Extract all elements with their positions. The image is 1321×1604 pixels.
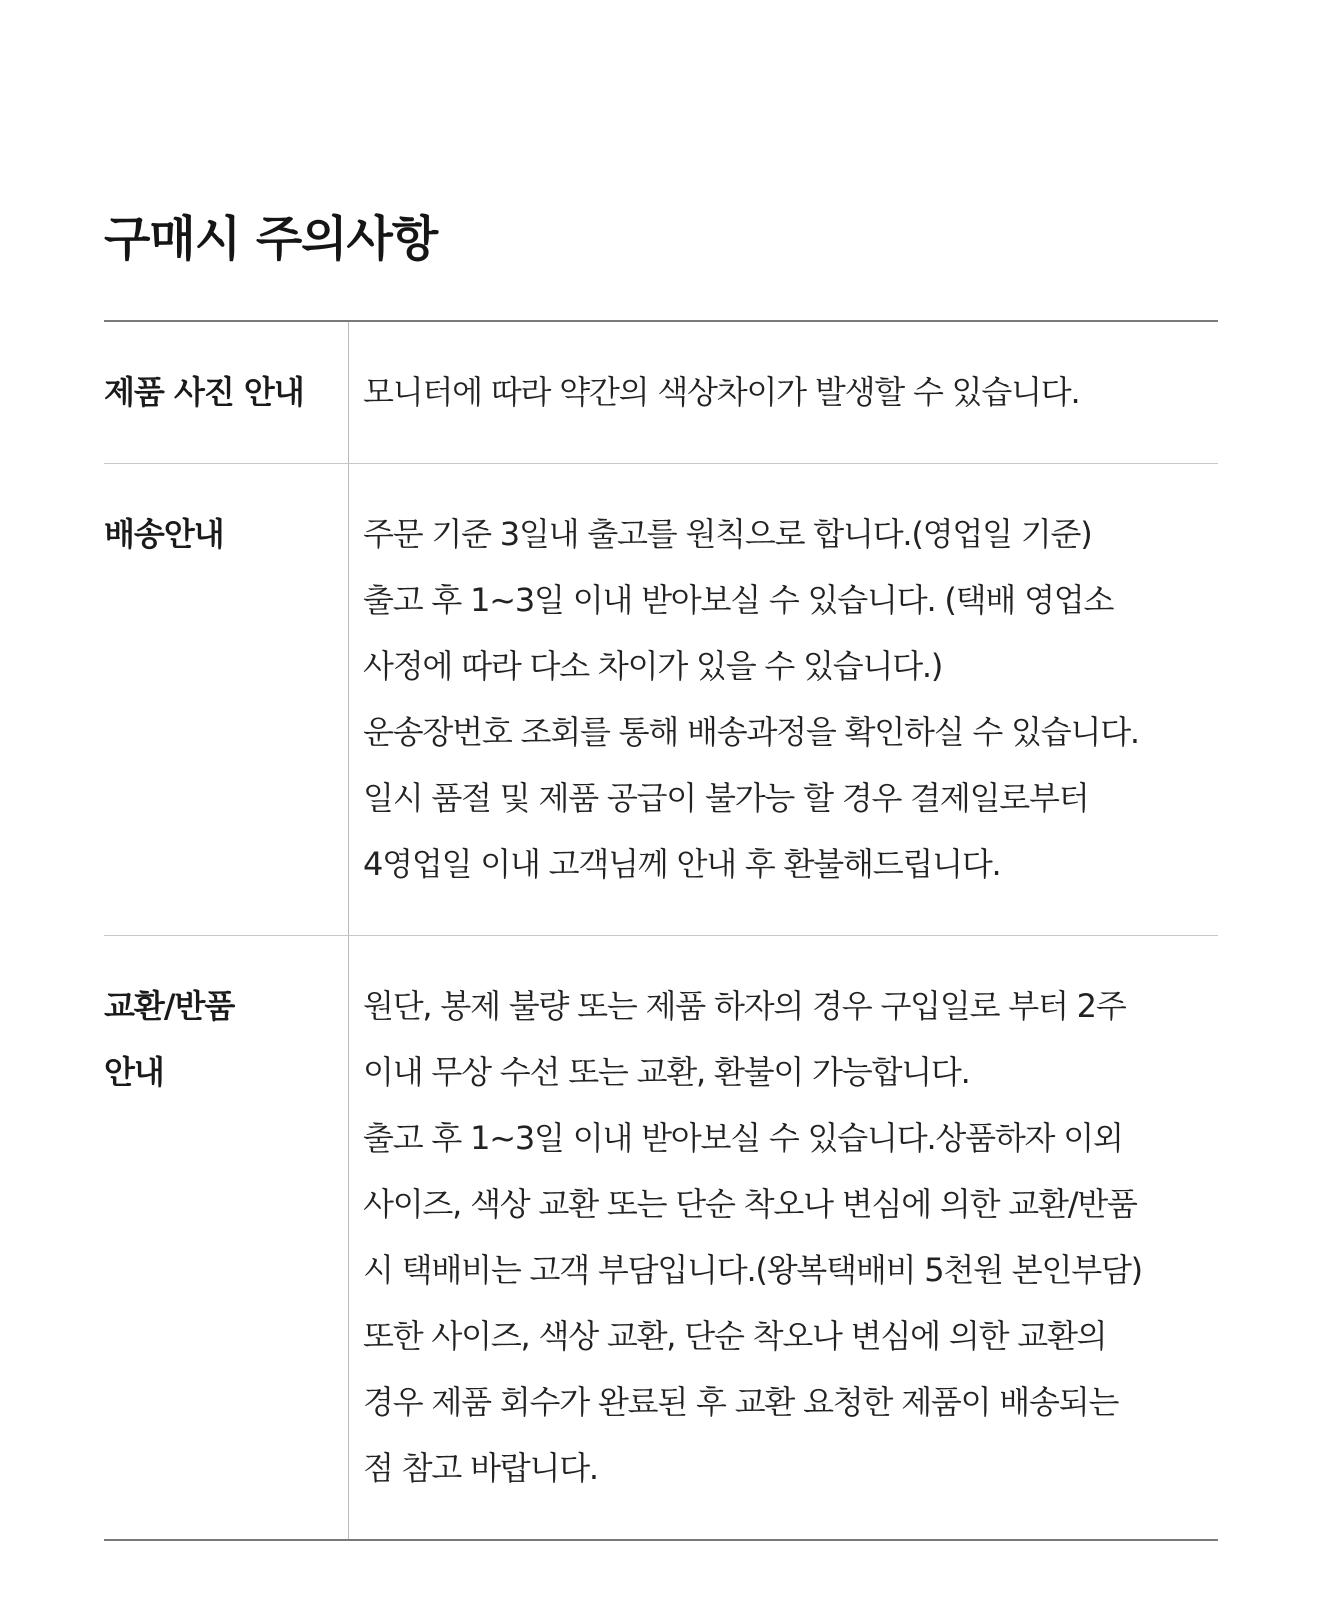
page-title: 구매시 주의사항 — [104, 211, 438, 267]
content-line: 점 참고 바랍니다. — [363, 1449, 598, 1487]
content-line: 운송장번호 조회를 통해 배송과정을 확인하실 수 있습니다. — [363, 713, 1139, 751]
content-line: 또한 사이즈, 색상 교환, 단순 착오나 변심에 의한 교환의 — [363, 1317, 1107, 1355]
content-line: 원단, 봉제 불량 또는 제품 하자의 경우 구입일로 부터 2주 — [363, 987, 1126, 1025]
notice-row-exchange-return — [104, 936, 1218, 1539]
content-line: 사이즈, 색상 교환 또는 단순 착오나 변심에 의한 교환/반품 — [363, 1185, 1137, 1223]
row-content — [349, 464, 1218, 935]
notice-row-shipping — [104, 464, 1218, 936]
content-line: 이내 무상 수선 또는 교환, 환불이 가능합니다. — [363, 1053, 970, 1091]
notice-row-product-photo — [104, 322, 1218, 464]
content-line: 4영업일 이내 고객님께 안내 후 환불해드립니다. — [363, 845, 1001, 883]
notice-table — [104, 320, 1218, 1541]
content-line: 출고 후 1~3일 이내 받아보실 수 있습니다.상품하자 이외 — [363, 1119, 1123, 1157]
row-content — [349, 322, 1218, 463]
row-label: 교환/반품 안내 — [104, 936, 349, 1539]
content-line: 시 택배비는 고객 부담입니다.(왕복택배비 5천원 본인부담) — [363, 1251, 1142, 1289]
content-line: 사정에 따라 다소 차이가 있을 수 있습니다.) — [363, 647, 943, 685]
content-line: 모니터에 따라 약간의 색상차이가 발생할 수 있습니다. — [363, 373, 1080, 411]
row-label: 제품 사진 안내 — [104, 322, 349, 463]
row-label: 배송안내 — [104, 464, 349, 935]
content-line: 출고 후 1~3일 이내 받아보실 수 있습니다. (택배 영업소 — [363, 581, 1114, 619]
content-line: 주문 기준 3일내 출고를 원칙으로 합니다.(영업일 기준) — [363, 515, 1092, 553]
content-line: 경우 제품 회수가 완료된 후 교환 요청한 제품이 배송되는 — [363, 1383, 1119, 1421]
row-content — [349, 936, 1218, 1539]
content-line: 일시 품절 및 제품 공급이 불가능 할 경우 결제일로부터 — [363, 779, 1089, 817]
